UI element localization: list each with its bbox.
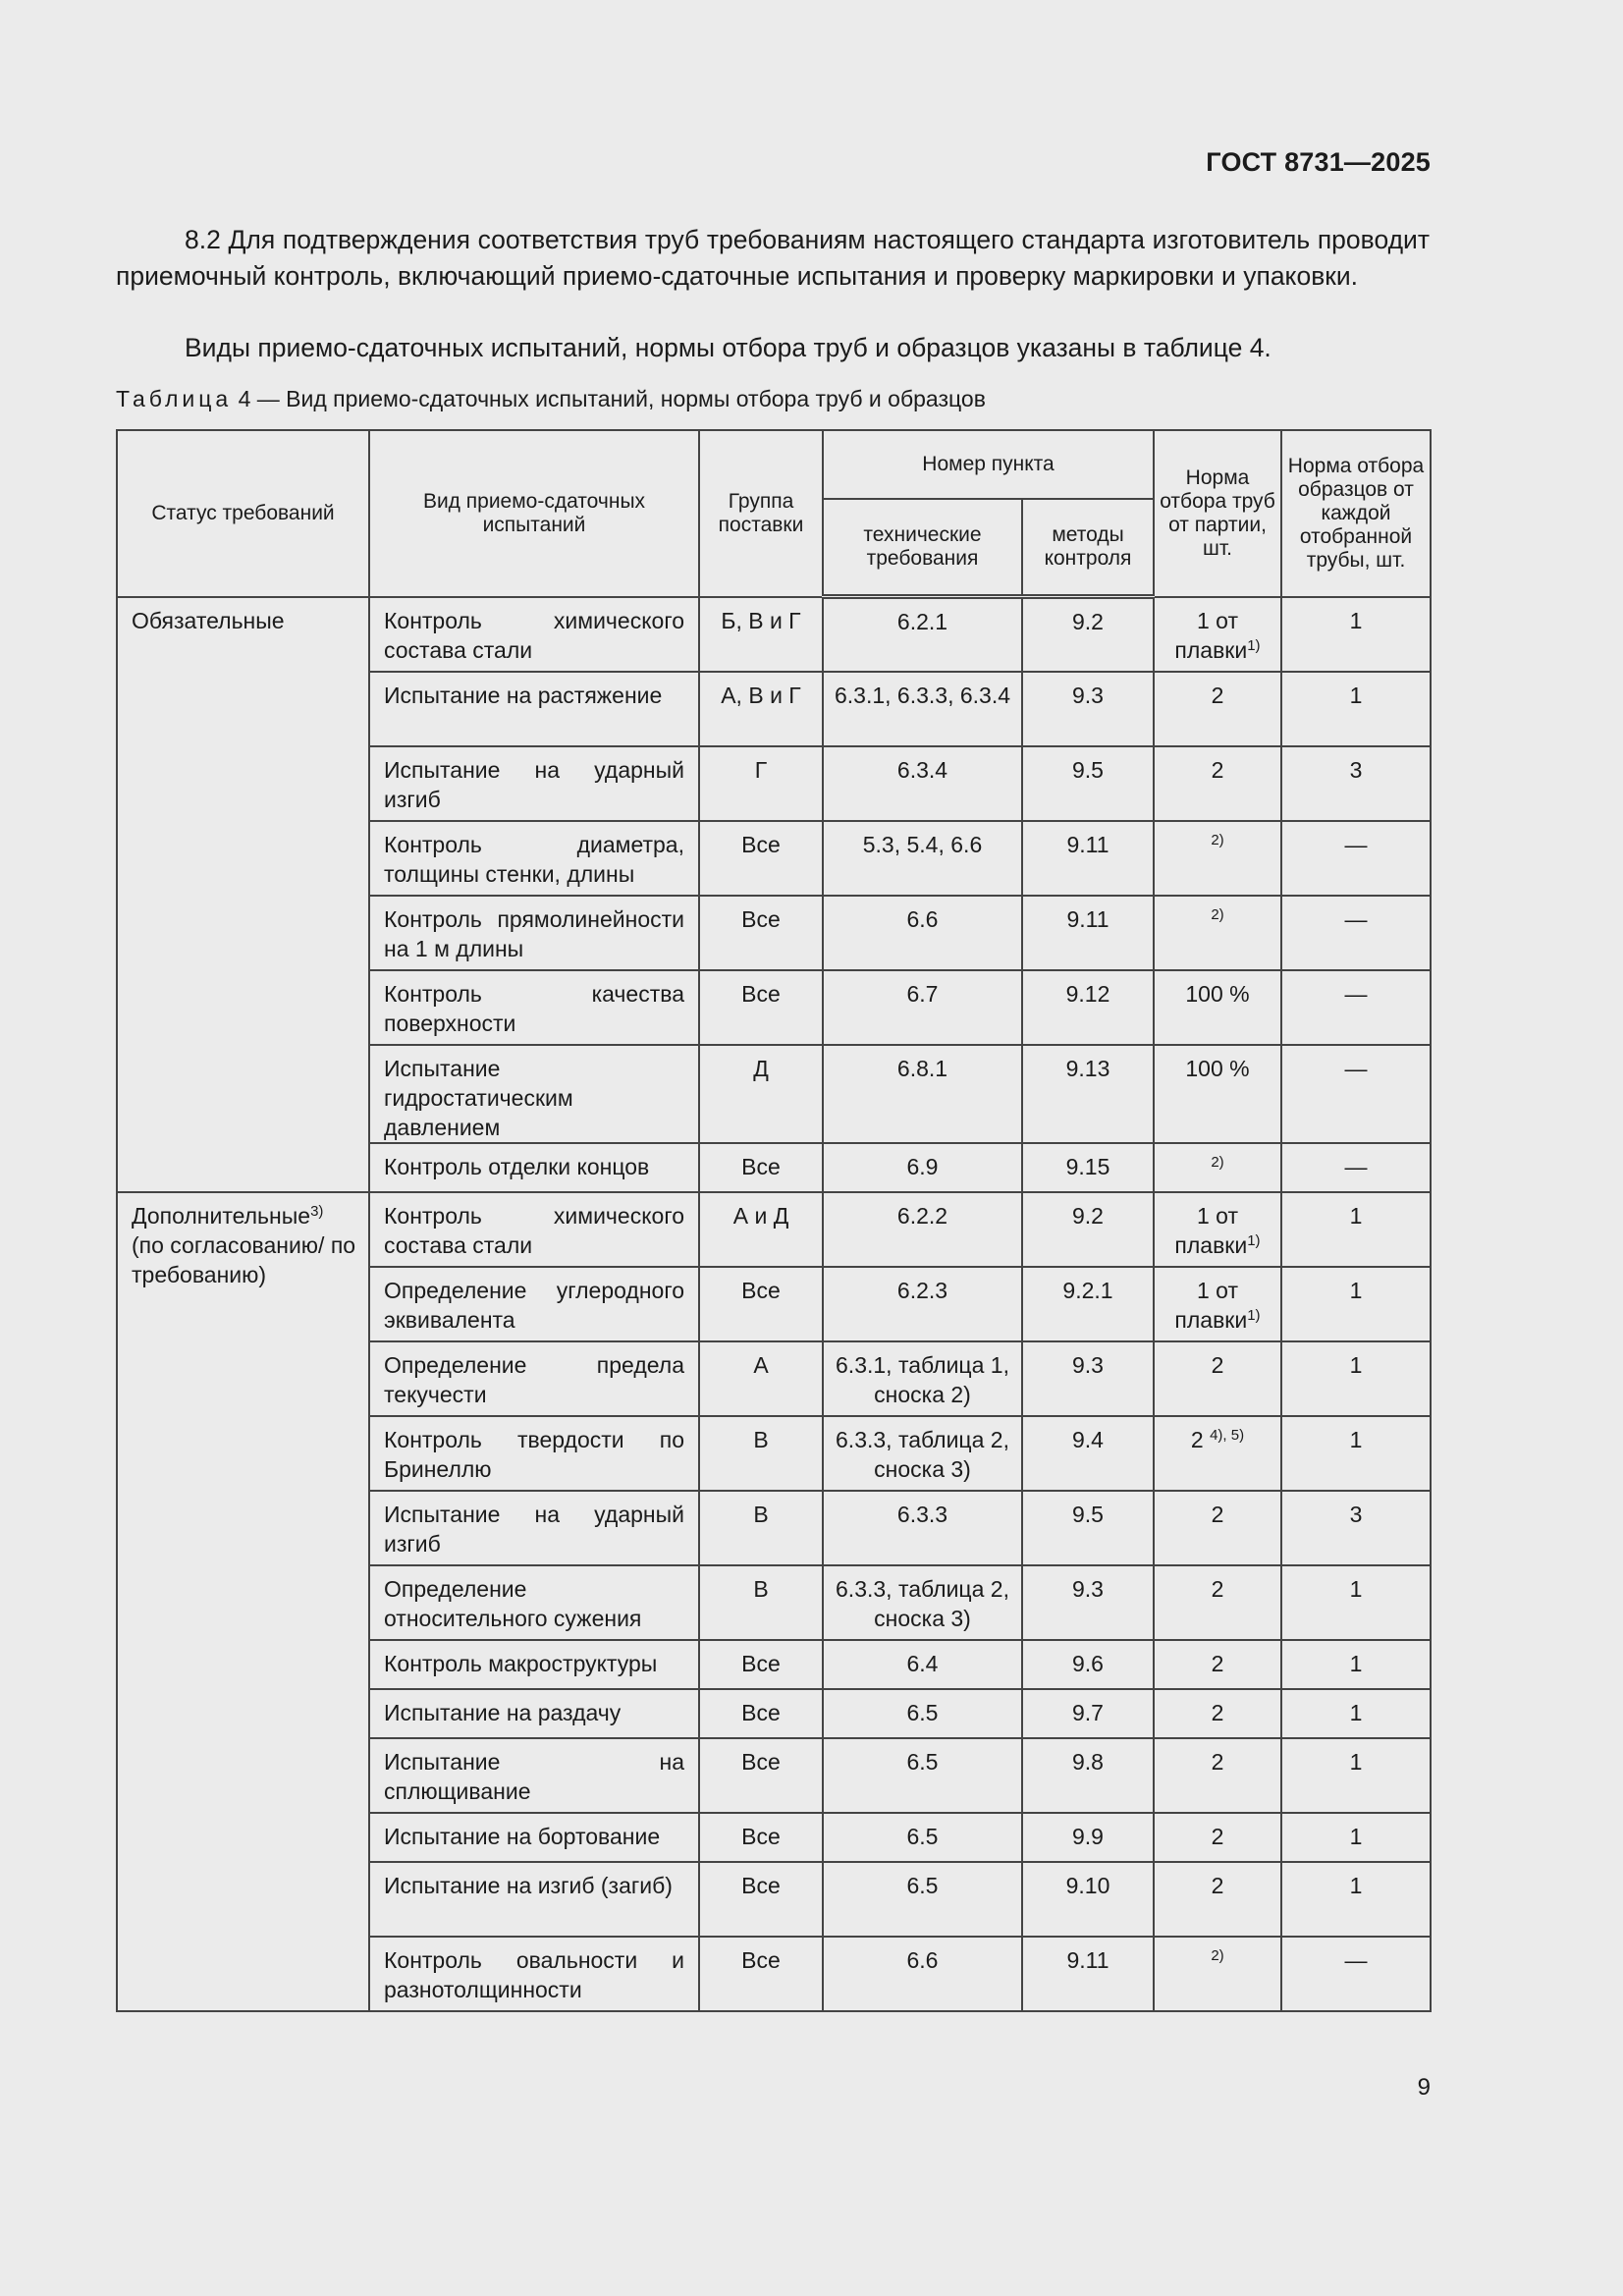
tech-requirement-cell: 6.6	[823, 1937, 1022, 2011]
test-method-cell: 9.6	[1022, 1640, 1154, 1689]
pipe-sampling-cell	[1154, 1143, 1281, 1192]
sample-sampling-cell: 1	[1281, 1862, 1431, 1937]
pipe-sampling-cell	[1154, 1689, 1281, 1738]
delivery-group-cell: Все	[699, 1937, 823, 2011]
test-name-cell: Контроль прямолинейности на 1 м длины	[369, 896, 699, 970]
sample-sampling-cell: 3	[1281, 746, 1431, 821]
test-name-cell: Испытание гидростатическим давлением	[369, 1045, 699, 1143]
test-method-cell: 9.3	[1022, 1341, 1154, 1416]
delivery-group-cell: Все	[699, 1738, 823, 1813]
tech-requirement-cell: 6.2.1	[823, 597, 1022, 672]
delivery-group-cell: Все	[699, 1267, 823, 1341]
delivery-group-cell: Д	[699, 1045, 823, 1143]
test-method-cell: 9.9	[1022, 1813, 1154, 1862]
table-row	[117, 1192, 1431, 1267]
tech-requirement-cell: 6.3.1, таблица 1, сноска 2)	[823, 1341, 1022, 1416]
pipe-sampling-cell	[1154, 746, 1281, 821]
tech-requirement-cell: 6.6	[823, 896, 1022, 970]
test-method-cell: 9.11	[1022, 1937, 1154, 2011]
test-method-cell: 9.7	[1022, 1689, 1154, 1738]
sample-sampling-cell: 1	[1281, 1689, 1431, 1738]
test-method-cell: 9.15	[1022, 1143, 1154, 1192]
table-caption	[116, 386, 986, 412]
delivery-group-cell: Все	[699, 1689, 823, 1738]
status-label: Дополнительные	[132, 1202, 311, 1229]
header-test-kind: Вид приемо-сдаточных испытаний	[369, 430, 699, 597]
test-name-cell: Контроль овальности и разнотолщинности	[369, 1937, 699, 2011]
test-method-cell: 9.13	[1022, 1045, 1154, 1143]
sample-sampling-cell: —	[1281, 896, 1431, 970]
delivery-group-cell: А и Д	[699, 1192, 823, 1267]
table-body	[117, 597, 1431, 2011]
sample-sampling-cell: 1	[1281, 1565, 1431, 1640]
sample-sampling-cell: 1	[1281, 1640, 1431, 1689]
pipe-sampling-cell	[1154, 1341, 1281, 1416]
pipe-sampling-footnote: 2)	[1211, 1153, 1224, 1171]
header-test-methods: методы контроля	[1022, 499, 1154, 597]
pipe-sampling-cell	[1154, 1738, 1281, 1813]
pipe-sampling-value: 1 от плавки	[1174, 607, 1248, 663]
test-method-cell: 9.5	[1022, 1491, 1154, 1565]
pipe-sampling-cell	[1154, 1491, 1281, 1565]
paragraph-8-2: 8.2 Для подтверждения соответствия труб требованиям настоящего стандарта изготовитель проводит приемочный контроль, включающий приемо-сдаточные испытания и проверку маркировки и упаковки.	[116, 225, 1430, 291]
tech-requirement-cell: 6.8.1	[823, 1045, 1022, 1143]
tech-requirement-cell: 6.3.3, таблица 2, сноска 3)	[823, 1416, 1022, 1491]
test-method-cell: 9.2.1	[1022, 1267, 1154, 1341]
delivery-group-cell: Все	[699, 1143, 823, 1192]
delivery-group-cell: В	[699, 1416, 823, 1491]
sample-sampling-cell: 1	[1281, 1416, 1431, 1491]
tech-requirement-cell: 6.2.2	[823, 1192, 1022, 1267]
test-name-cell: Испытание на растяжение	[369, 672, 699, 746]
pipe-sampling-cell	[1154, 1192, 1281, 1267]
delivery-group-cell: Все	[699, 1813, 823, 1862]
delivery-group-cell: Б, В и Г	[699, 597, 823, 672]
sample-sampling-cell: —	[1281, 1937, 1431, 2011]
sample-sampling-cell: —	[1281, 1045, 1431, 1143]
pipe-sampling-cell	[1154, 1640, 1281, 1689]
test-method-cell: 9.3	[1022, 1565, 1154, 1640]
delivery-group-cell: А, В и Г	[699, 672, 823, 746]
pipe-sampling-footnote: 2)	[1211, 831, 1224, 848]
tech-requirement-cell: 5.3, 5.4, 6.6	[823, 821, 1022, 896]
pipe-sampling-cell	[1154, 1862, 1281, 1937]
test-name-cell: Испытание на сплющивание	[369, 1738, 699, 1813]
test-name-cell: Испытание на изгиб (загиб)	[369, 1862, 699, 1937]
pipe-sampling-cell	[1154, 672, 1281, 746]
pipe-sampling-cell	[1154, 1813, 1281, 1862]
test-method-cell: 9.10	[1022, 1862, 1154, 1937]
test-method-cell: 9.3	[1022, 672, 1154, 746]
header-clause-number: Номер пункта	[823, 430, 1154, 499]
pipe-sampling-footnote: 2)	[1211, 905, 1224, 923]
pipe-sampling-cell	[1154, 1416, 1281, 1491]
pipe-sampling-value: 2	[1211, 756, 1224, 783]
test-name-cell: Определение углеродного эквивалента	[369, 1267, 699, 1341]
pipe-sampling-cell	[1154, 597, 1281, 672]
delivery-group-cell: Г	[699, 746, 823, 821]
test-method-cell: 9.11	[1022, 896, 1154, 970]
tech-requirement-cell: 6.5	[823, 1689, 1022, 1738]
table-4	[116, 429, 1432, 2012]
pipe-sampling-value: 1 от плавки	[1174, 1277, 1248, 1333]
pipe-sampling-cell	[1154, 821, 1281, 896]
status-footnote-mark: 3)	[310, 1202, 324, 1220]
pipe-sampling-footnote: 2)	[1211, 1946, 1224, 1964]
status-additional	[117, 1192, 369, 2011]
tech-requirement-cell: 6.5	[823, 1738, 1022, 1813]
pipe-sampling-footnote: 1)	[1247, 636, 1261, 654]
test-method-cell: 9.8	[1022, 1738, 1154, 1813]
pipe-sampling-value: 2	[1211, 1351, 1224, 1378]
sample-sampling-cell: 1	[1281, 597, 1431, 672]
pipe-sampling-value: 2	[1211, 1823, 1224, 1849]
pipe-sampling-value: 1 от плавки	[1174, 1202, 1248, 1258]
test-name-cell: Определение предела текучести	[369, 1341, 699, 1416]
pipe-sampling-value: 2	[1211, 682, 1224, 708]
test-name-cell: Контроль химического состава стали	[369, 597, 699, 672]
pipe-sampling-value: 2	[1211, 1748, 1224, 1775]
table-caption-word: Таблица	[116, 386, 233, 411]
test-method-cell: 9.4	[1022, 1416, 1154, 1491]
sample-sampling-cell: 1	[1281, 1267, 1431, 1341]
delivery-group-cell: В	[699, 1565, 823, 1640]
header-sample-sampling: Норма отбора образцов от каждой отобранной трубы, шт.	[1281, 430, 1431, 597]
tech-requirement-cell: 6.4	[823, 1640, 1022, 1689]
test-method-cell: 9.5	[1022, 746, 1154, 821]
test-method-cell: 9.12	[1022, 970, 1154, 1045]
sample-sampling-cell: 1	[1281, 1341, 1431, 1416]
test-name-cell: Испытание на ударный изгиб	[369, 746, 699, 821]
header-status: Статус требований	[117, 430, 369, 597]
sample-sampling-cell: —	[1281, 1143, 1431, 1192]
pipe-sampling-cell	[1154, 1937, 1281, 2011]
tech-requirement-cell: 6.9	[823, 1143, 1022, 1192]
pipe-sampling-value: 2	[1211, 1699, 1224, 1725]
sample-sampling-cell: 1	[1281, 1813, 1431, 1862]
page-number: 9	[1417, 2074, 1431, 2101]
status-note: (по согласованию/ по требованию)	[132, 1231, 356, 1287]
tech-requirement-cell: 6.5	[823, 1862, 1022, 1937]
sample-sampling-cell: 1	[1281, 1738, 1431, 1813]
pipe-sampling-cell	[1154, 1045, 1281, 1143]
sample-sampling-cell: —	[1281, 970, 1431, 1045]
test-name-cell: Контроль отделки концов	[369, 1143, 699, 1192]
test-name-cell: Контроль химического состава стали	[369, 1192, 699, 1267]
pipe-sampling-cell	[1154, 970, 1281, 1045]
sample-sampling-cell: —	[1281, 821, 1431, 896]
pipe-sampling-value: 2	[1211, 1872, 1224, 1898]
paragraph-test-types: Виды приемо-сдаточных испытаний, нормы отбора труб и образцов указаны в таблице 4.	[185, 333, 1271, 362]
tech-requirement-cell: 6.2.3	[823, 1267, 1022, 1341]
delivery-group-cell: Все	[699, 1862, 823, 1937]
pipe-sampling-value: 2	[1211, 1650, 1224, 1676]
test-name-cell: Контроль макроструктуры	[369, 1640, 699, 1689]
delivery-group-cell: Все	[699, 970, 823, 1045]
test-name-cell: Контроль диаметра, толщины стенки, длины	[369, 821, 699, 896]
header-pipe-sampling: Норма отбора труб от партии, шт.	[1154, 430, 1281, 597]
pipe-sampling-footnote: 4), 5)	[1210, 1426, 1245, 1444]
test-name-cell: Определение относительного сужения	[369, 1565, 699, 1640]
sample-sampling-cell: 1	[1281, 672, 1431, 746]
delivery-group-cell: Все	[699, 896, 823, 970]
test-name-cell: Испытание на бортование	[369, 1813, 699, 1862]
pipe-sampling-cell	[1154, 896, 1281, 970]
pipe-sampling-cell	[1154, 1267, 1281, 1341]
test-method-cell: 9.2	[1022, 597, 1154, 672]
tech-requirement-cell: 6.3.1, 6.3.3, 6.3.4	[823, 672, 1022, 746]
pipe-sampling-value: 100 %	[1185, 980, 1250, 1007]
test-method-cell: 9.2	[1022, 1192, 1154, 1267]
status-mandatory	[117, 597, 369, 1192]
tech-requirement-cell: 6.5	[823, 1813, 1022, 1862]
pipe-sampling-footnote: 1)	[1247, 1231, 1261, 1249]
table-row	[117, 597, 1431, 672]
standard-designation: ГОСТ 8731—2025	[1206, 147, 1431, 177]
tech-requirement-cell: 6.7	[823, 970, 1022, 1045]
pipe-sampling-value: 2	[1211, 1501, 1224, 1527]
pipe-sampling-footnote: 1)	[1247, 1306, 1261, 1324]
delivery-group-cell: А	[699, 1341, 823, 1416]
header-tech-requirements: технические требования	[823, 499, 1022, 597]
delivery-group-cell: Все	[699, 821, 823, 896]
tech-requirement-cell: 6.3.3, таблица 2, сноска 3)	[823, 1565, 1022, 1640]
pipe-sampling-value: 2	[1211, 1575, 1224, 1602]
status-label: Обязательные	[132, 607, 285, 633]
test-name-cell: Испытание на раздачу	[369, 1689, 699, 1738]
sample-sampling-cell: 3	[1281, 1491, 1431, 1565]
delivery-group-cell: Все	[699, 1640, 823, 1689]
pipe-sampling-cell	[1154, 1565, 1281, 1640]
tech-requirement-cell: 6.3.3	[823, 1491, 1022, 1565]
delivery-group-cell: В	[699, 1491, 823, 1565]
header-delivery-group: Группа поставки	[699, 430, 823, 597]
table-caption-text: 4 — Вид приемо-сдаточных испытаний, нормы отбора труб и образцов	[238, 386, 986, 411]
pipe-sampling-value: 100 %	[1185, 1055, 1250, 1081]
test-name-cell: Испытание на ударный изгиб	[369, 1491, 699, 1565]
test-name-cell: Контроль качества поверхности	[369, 970, 699, 1045]
test-name-cell: Контроль твердости по Бринеллю	[369, 1416, 699, 1491]
tech-requirement-cell: 6.3.4	[823, 746, 1022, 821]
pipe-sampling-value: 2	[1190, 1426, 1211, 1452]
test-method-cell: 9.11	[1022, 821, 1154, 896]
sample-sampling-cell: 1	[1281, 1192, 1431, 1267]
